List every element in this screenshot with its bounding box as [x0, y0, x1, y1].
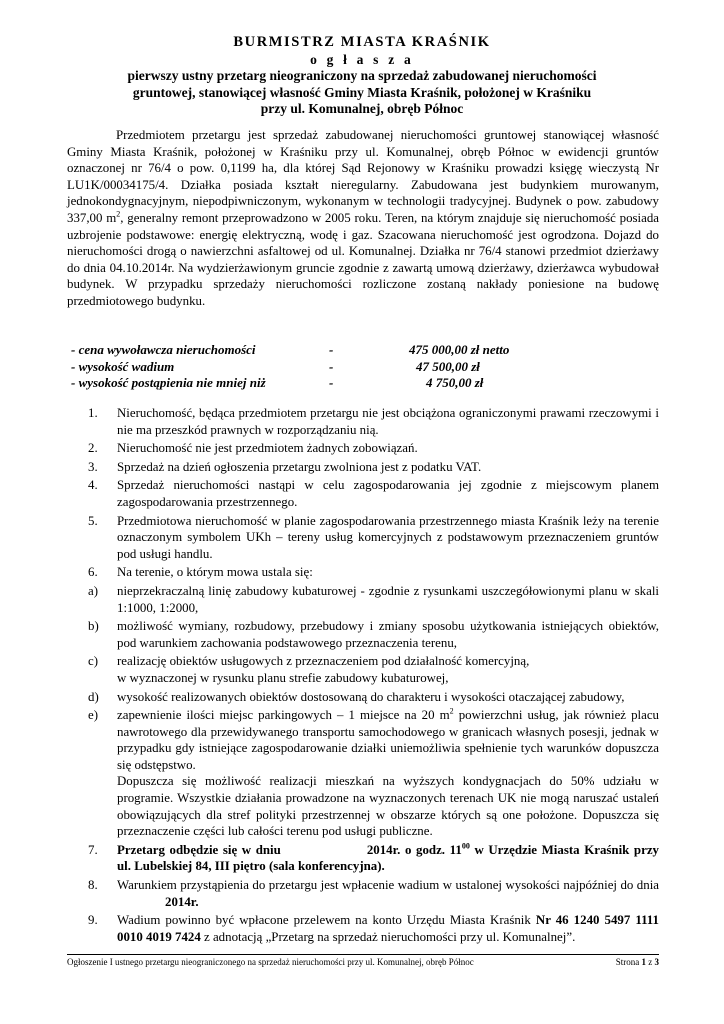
price-dash: - — [329, 358, 334, 374]
superscript: 2 — [449, 706, 454, 716]
item-text-part: 2014r. o godz. 11 — [366, 842, 462, 857]
page-total: 3 — [654, 957, 659, 967]
sub-item-text: możliwość wymiany, rozbudowy, przebudowy i zmiany sposobu użytkowania istniejących obiektów, pod warunkiem zachowania podstawowego przeznaczenia terenu, — [117, 619, 659, 650]
announces-label: o g ł a s z a — [310, 52, 414, 67]
price-dash: - — [329, 342, 334, 357]
conditions-list — [0, 405, 724, 947]
item-number: 1. — [88, 406, 98, 420]
footer-divider — [67, 954, 659, 955]
item-number: 8. — [88, 878, 98, 893]
price-label: - wysokość wadium — [71, 358, 175, 374]
list-item — [0, 564, 724, 581]
item-number: 4. — [88, 478, 98, 493]
list-item — [0, 842, 724, 875]
sub-item-text: realizację obiektów usługowych z przeznaczeniem pod działalność komercyjną, — [117, 654, 530, 669]
list-item — [0, 877, 724, 910]
item-number: 3. — [88, 459, 98, 474]
sub-item-text — [117, 707, 659, 773]
price-dash: - — [329, 375, 334, 391]
issuer-title: BURMISTRZ MIASTA KRAŚNIK — [233, 34, 491, 50]
bank-account: Nr 46 1240 5497 1111 0010 4019 7424 — [117, 913, 659, 944]
price-label: - cena wywoławcza nieruchomości — [71, 342, 256, 357]
list-item — [0, 477, 724, 510]
item-number: 9. — [88, 913, 98, 928]
item-text: Nieruchomość, będąca przedmiotem przetargu nie jest obciążona ograniczonymi prawami rzeczowymi i nie ma przeszkód prawnych w rozporządzaniu nią. — [117, 406, 659, 437]
item-text-part: Warunkiem przystąpienia do przetargu jest wpłacenie wadium w ustalonej wysokości najpóźniej do dnia — [117, 878, 659, 893]
page-current: 1 — [641, 957, 646, 967]
price-value: 475 000,00 zł netto — [409, 342, 510, 357]
subject-heading — [0, 68, 724, 118]
price-value: 47 500,00 zł — [416, 358, 480, 374]
sub-item-letter: c) — [88, 654, 99, 669]
item-text: Sprzedaż na dzień ogłoszenia przetargu zwolniona jest z podatku VAT. — [117, 459, 482, 474]
sub-item-letter: b) — [88, 619, 99, 634]
sub-item-text-part: zapewnienie ilości miejsc parkingowych – 1 miejsce na 20 m — [117, 708, 450, 723]
superscript: 2 — [116, 209, 121, 219]
superscript: 00 — [461, 841, 470, 851]
price-label: - wysokość postąpienia nie mniej niż — [71, 375, 266, 391]
sub-item — [0, 707, 724, 840]
list-item — [0, 513, 724, 563]
sub-item-text: w wyznaczonej w rysunku planu strefie zabudowy kubaturowej, — [117, 670, 449, 685]
item-text: Nieruchomość nie jest przedmiotem żadnych zobowiązań. — [117, 441, 418, 456]
sub-item — [0, 653, 724, 686]
page-separator: z — [646, 957, 655, 967]
subject-line: przy ul. Komunalnej, obręb Północ — [260, 101, 464, 116]
item-text — [117, 842, 659, 875]
sub-item-letter: d) — [88, 689, 99, 704]
price-value: 4 750,00 zł — [426, 375, 484, 391]
list-item — [0, 459, 724, 476]
item-text-part: w Urzędzie Miasta Kraśnik przy ul. Lubelskiej 84, III piętro (sala konferencyjna). — [117, 842, 659, 874]
item-text: Przedmiotowa nieruchomość w planie zagospodarowania przestrzennego miasta Kraśnik leży na terenie oznaczonym symbolem UKh – tereny usług komercyjnych z podstawowym przeznaczeniem gruntów pod usługi handlu. — [117, 513, 659, 561]
item-text: Sprzedaż nieruchomości nastąpi w celu zagospodarowania jej zgodnie z miejscowym planem zagospodarowania przestrzennego. — [117, 478, 659, 509]
item-date: 2014r. — [165, 894, 199, 909]
intro-text: Przedmiotem przetargu jest sprzedaż zabudowanej nieruchomości gruntowej stanowiącej własność Gminy Miasta Kraśnik, położonej w Kraśniku przy ul. Komunalnej, obręb Północ w ewidencji gruntów oznaczonej nr 76/4 o pow. 0,1199 ha, dla której Sąd Rejonowy w Kraśniku prowadzi księgę wieczystą Nr LU1K/00034175/4. Działka posiada kształt nieregularny. Zabudowana jest budynkiem murowanym, jednokondygnacyjnym, niepodpiwniczonym, wykonanym w technologii tradycyjnej. Budynek o pow. zabudowy 337,00 m — [67, 128, 659, 225]
item-number: 7. — [88, 842, 98, 857]
item-number: 6. — [88, 565, 98, 580]
sub-item — [0, 689, 724, 706]
item-text-part: z adnotacją „Przetarg na sprzedaż nieruchomości przy ul. Komunalnej”. — [200, 929, 576, 944]
page-number — [616, 957, 659, 967]
item-text: Na terenie, o którym mowa ustala się: — [117, 565, 313, 580]
item-number: 5. — [88, 513, 98, 528]
sub-item-text: wysokość realizowanych obiektów dostosowaną do charakteru i wysokości otaczającej zabudowy, — [117, 689, 625, 704]
page-label: Strona — [615, 957, 642, 967]
item-text-part: Przetarg odbędzie się w dniu — [117, 842, 281, 857]
sub-item-letter: e) — [88, 708, 99, 723]
item-number: 2. — [88, 441, 98, 456]
subject-line: pierwszy ustny przetarg nieograniczony na sprzedaż zabudowanej nieruchomości — [127, 68, 597, 83]
footer-caption: Ogłoszenie I ustnego przetargu nieograniczonego na sprzedaż nieruchomości przy ul. Komunalnej, obręb Północ — [67, 957, 474, 967]
intro-paragraph — [67, 127, 659, 310]
sub-item-text-part: powierzchni usług, jak również placu nawrotowego dla przewidywanego transportu samochodowego w granicach własnych posesji, jednak w przypadku gdy istniejące zagospodarowanie działki uniemożliwia spełnienie tych warunków dopuszcza się odstępstwo. — [117, 708, 659, 772]
sub-item-text: nieprzekraczalną linię zabudowy kubaturowej - zgodnie z rysunkami uszczegółowionymi planu w skali 1:1000, 1:2000, — [117, 583, 659, 615]
sub-item-letter: a) — [88, 583, 99, 598]
list-item — [0, 405, 724, 438]
sub-item — [0, 583, 724, 616]
list-item — [0, 440, 724, 457]
intro-text: , generalny remont przeprowadzono w 2005 roku. Teren, na którym znajduje się nieruchomość posiada uzbrojenie podstawowe: energię elektryczną, wodę i gaz. Szacowana nieruchomość jest ogrodzona. Dojazd do nieruchomości drogą o nawierzchni asfaltowej od ul. Komunalnej. Działka nr 76/4 stanowi przedmiot dzierżawy do dnia 04.10.2014r. Na wydzierżawionym gruncie zgodnie z zawartą umową dzierżawy, dzierżawca wybudował budynek. W przypadku sprzedaży nieruchomości rozliczone zostaną nakłady poniesione na budowę przedmiotowego budynku. — [67, 210, 659, 308]
sub-item-paragraph: Dopuszcza się możliwość realizacji mieszkań na wyższych kondygnacjach do 50% udziału w programie. Wszystkie działania prowadzone na wyznaczonych terenach UK nie mogą naruszać ustaleń obowiązujących dla stref polityki przestrzennej w obszarze których są one położone. Dopuszcza się przeznaczenie części lub całości terenu pod usługi publiczne. — [117, 774, 659, 839]
subject-line: gruntowej, stanowiącej własność Gminy Miasta Kraśnik, położonej w Kraśniku — [132, 84, 592, 100]
list-item — [0, 912, 724, 945]
sub-item — [0, 618, 724, 651]
item-text — [117, 877, 659, 910]
item-text-part: Wadium powinno być wpłacone przelewem na konto Urzędu Miasta Kraśnik — [117, 913, 536, 928]
item-text — [117, 912, 659, 945]
